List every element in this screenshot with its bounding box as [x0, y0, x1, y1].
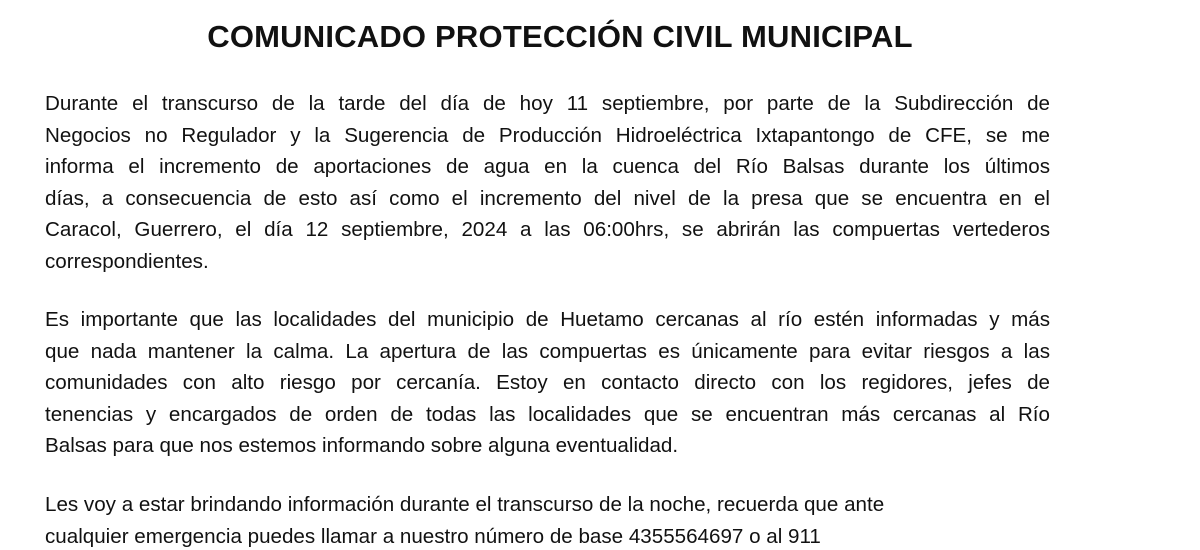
- document-title: COMUNICADO PROTECCIÓN CIVIL MUNICIPAL: [207, 19, 913, 54]
- paragraph-line: informa el incremento de aportaciones de agua en la cuenca del Río Balsas durante los últimos: [45, 155, 1050, 178]
- paragraph-line: Es importante que las localidades del municipio de Huetamo cercanas al río estén informadas y más: [45, 308, 1050, 331]
- paragraph-line: cualquier emergencia puedes llamar a nuestro número de base 4355564697 o al 911: [45, 524, 821, 548]
- paragraph-line: días, a consecuencia de esto así como el incremento del nivel de la presa que se encuentra en el: [45, 186, 1050, 210]
- paragraph-emergency-contact: [45, 489, 1050, 550]
- paragraph-line: Les voy a estar brindando información durante el transcurso de la noche, recuerda que ante: [45, 493, 885, 516]
- paragraph-line: tenencias y encargados de orden de todas las localidades que se encuentran más cercanas al Río: [45, 402, 1050, 426]
- paragraph-line: Negocios no Regulador y la Sugerencia de Producción Hidroeléctrica Ixtapantongo de CFE, se me: [45, 123, 1050, 147]
- paragraph-line: correspondientes.: [45, 249, 209, 273]
- paragraph-line: Durante el transcurso de la tarde del día de hoy 11 septiembre, por parte de la Subdirección de: [45, 92, 1050, 115]
- paragraph-line: Caracol, Guerrero, el día 12 septiembre, 2024 a las 06:00hrs, se abrirán las compuertas vertederos: [45, 218, 1050, 241]
- paragraph-river-alert: [45, 88, 1050, 277]
- paragraph-line: que nada mantener la calma. La apertura de las compuertas es únicamente para evitar riesgos a las: [45, 339, 1050, 363]
- paragraph-line: Balsas para que nos estemos informando sobre alguna eventualidad.: [45, 434, 679, 457]
- paragraph-line: comunidades con alto riesgo por cercanía. Estoy en contacto directo con los regidores, jefes de: [45, 371, 1050, 394]
- paragraph-community-notice: [45, 304, 1050, 462]
